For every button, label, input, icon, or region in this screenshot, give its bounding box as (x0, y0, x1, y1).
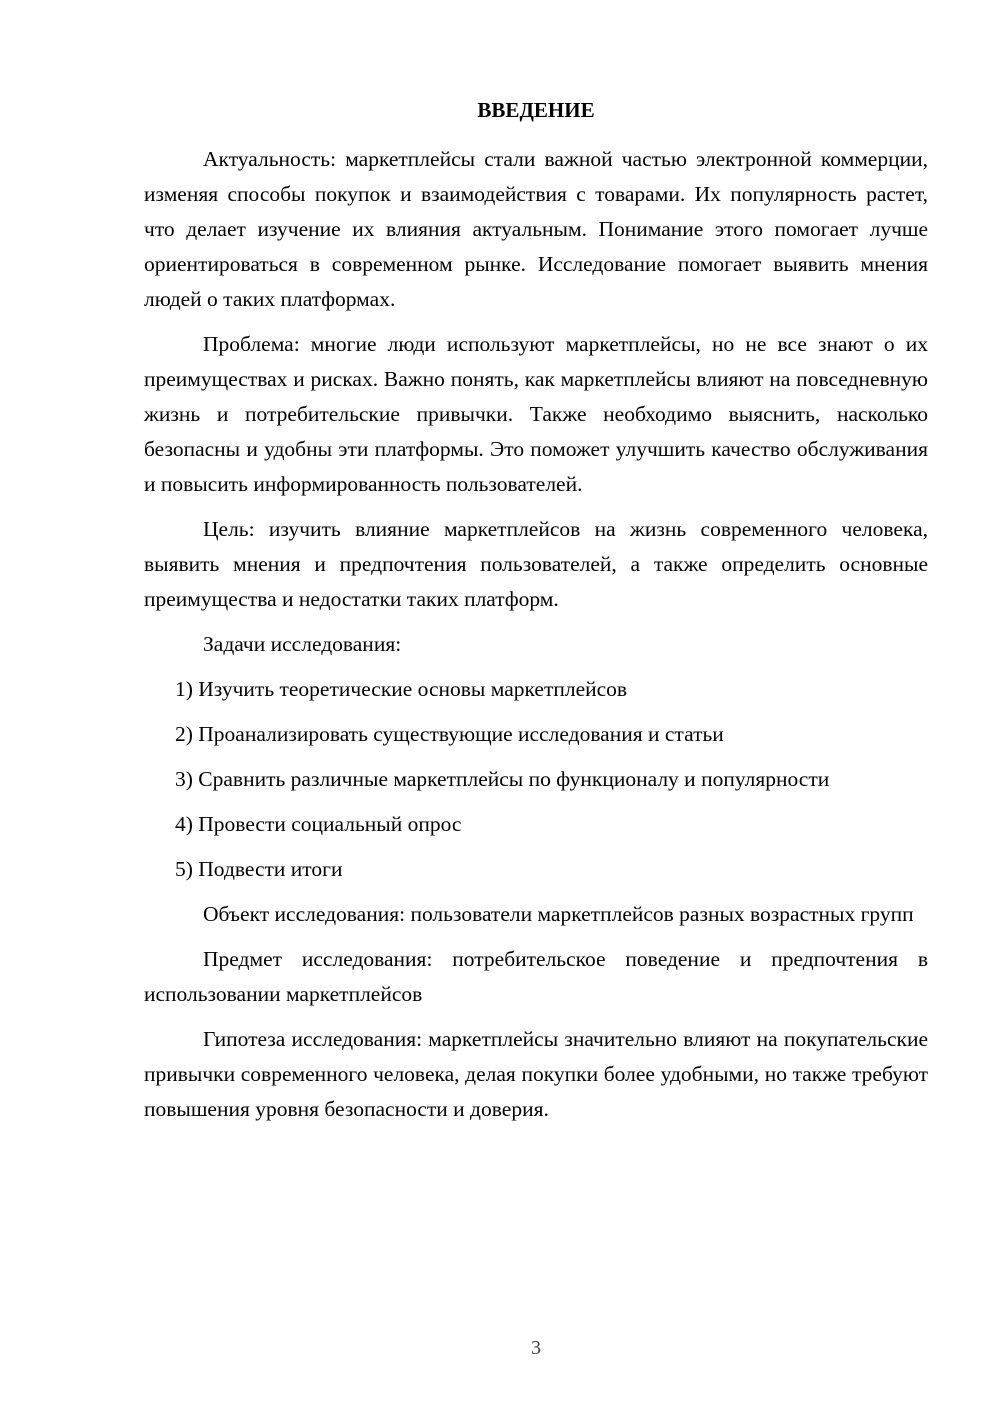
task-item-5: 5) Подвести итоги (175, 857, 343, 881)
paragraph-object: Объект исследования: пользователи маркетплейсов разных возрастных групп (203, 902, 914, 926)
section-title: ВВЕДЕНИЕ (477, 98, 595, 122)
task-item-4: 4) Провести социальный опрос (175, 812, 462, 836)
paragraph-relevance: Актуальность: маркетплейсы стали важной частью электронной коммерции, изменяя способы покупок и взаимодействия с товарами. Их популярность растет, что делает изучение их влияния актуальным. Понимание этого помогает лучше ориентироваться в современном рынке. Исследование помогает выявить мнения людей о таких платформах. (144, 147, 928, 311)
paragraph-subject: Предмет исследования: потребительское поведение и предпочтения в использовании маркетплейсов (144, 947, 928, 1006)
document-content (144, 96, 928, 1137)
paragraph-goal: Цель: изучить влияние маркетплейсов на жизнь современного человека, выявить мнения и предпочтения пользователей, а также определить основные преимущества и недостатки таких платформ. (144, 517, 928, 611)
paragraph-problem: Проблема: многие люди используют маркетплейсы, но не все знают о их преимуществах и рисках. Важно понять, как маркетплейсы влияют на повседневную жизнь и потребительские привычки. Также необходимо выяснить, насколько безопасны и удобны эти платформы. Это поможет улучшить качество обслуживания и повысить информированность пользователей. (144, 332, 928, 496)
task-item-2: 2) Проанализировать существующие исследования и статьи (175, 722, 724, 746)
paragraph-hypothesis: Гипотеза исследования: маркетплейсы значительно влияют на покупательские привычки современного человека, делая покупки более удобными, но также требуют повышения уровня безопасности и доверия. (144, 1027, 928, 1121)
page-number: 3 (531, 1337, 541, 1359)
task-item-3: 3) Сравнить различные маркетплейсы по функционалу и популярности (175, 767, 830, 791)
task-item-1: 1) Изучить теоретические основы маркетплейсов (175, 677, 628, 701)
paragraph-tasks-heading: Задачи исследования: (203, 632, 402, 656)
